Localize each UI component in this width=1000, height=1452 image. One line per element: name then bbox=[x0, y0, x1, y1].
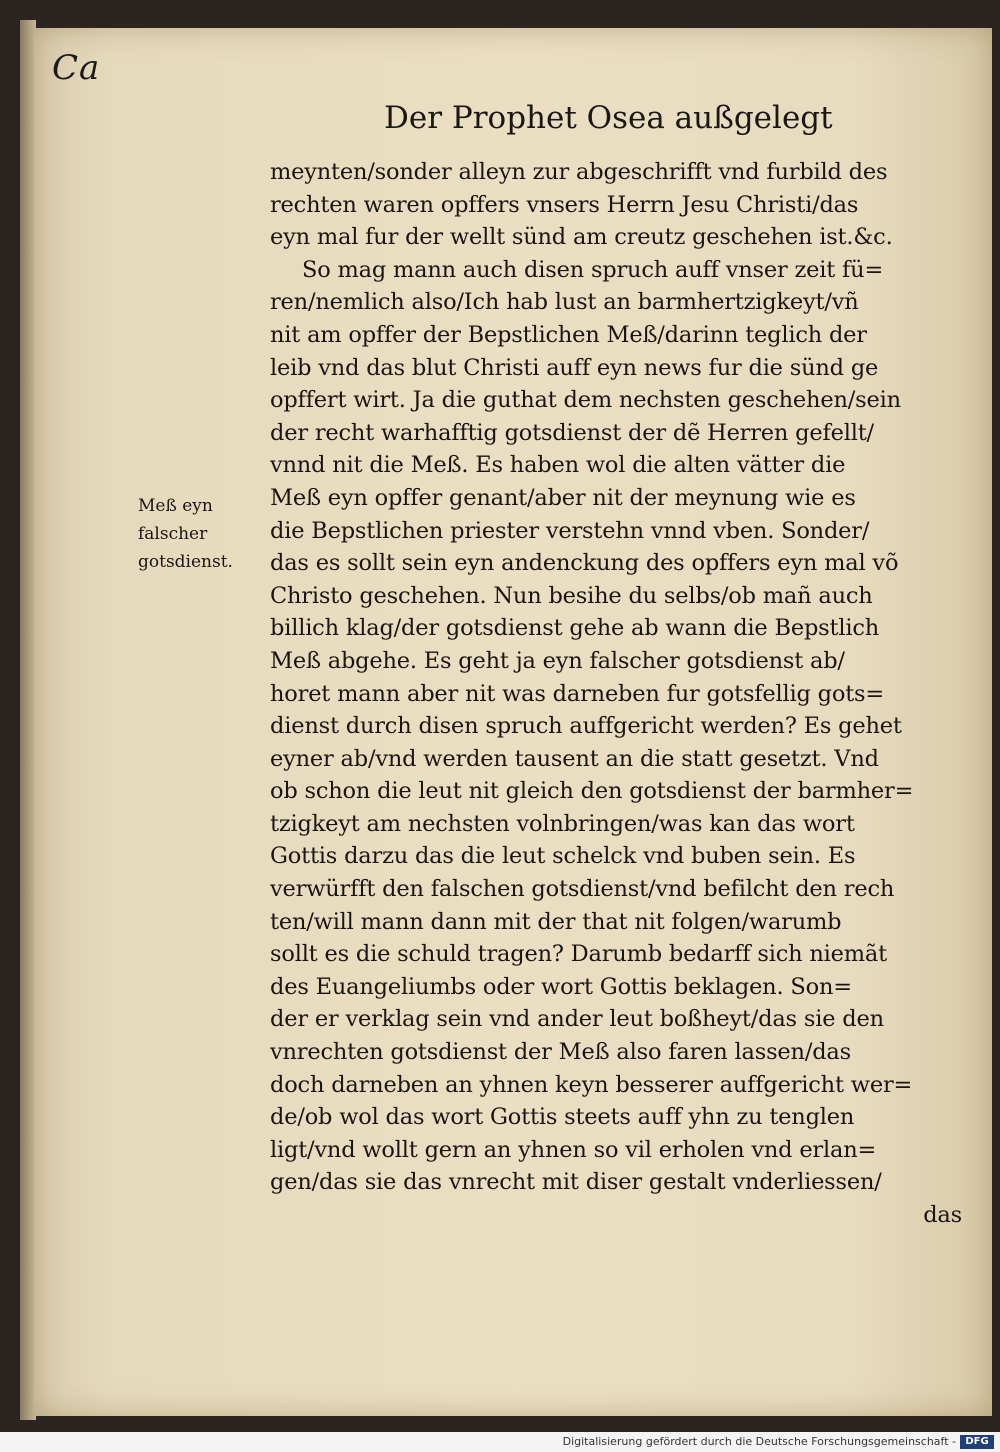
text-line: dienst durch disen spruch auffgericht werden? Es gehet bbox=[270, 713, 902, 740]
text-line: opffert wirt. Ja die guthat dem nechsten geschehen/sein bbox=[270, 387, 901, 414]
text-line: die Bepstlichen priester verstehn vnnd vben. Sonder/ bbox=[270, 517, 870, 544]
marginal-line: gotsdienst. bbox=[138, 552, 233, 572]
text-line: de/ob wol das wort Gottis steets auff yhn zu tenglen bbox=[270, 1104, 855, 1131]
text-line: ten/will mann dann mit der that nit folgen/warumb bbox=[270, 908, 842, 935]
dfg-logo: DFG bbox=[960, 1435, 994, 1449]
text-line: leib vnd das blut Christi auff eyn news fur die sünd ge bbox=[270, 354, 879, 381]
text-line: das es sollt sein eyn andenckung des opffers eyn mal võ bbox=[270, 550, 899, 577]
text-line: Meß eyn opffer genant/aber nit der meynung wie es bbox=[270, 484, 856, 511]
marginal-note bbox=[138, 492, 264, 576]
text-line: horet mann aber nit was darneben fur gotsfellig gots= bbox=[270, 680, 885, 707]
text-line: des Euangeliumbs oder wort Gottis beklagen. Son= bbox=[270, 973, 852, 1000]
text-line: eyn mal fur der wellt sünd am creutz geschehen ist.&c. bbox=[270, 224, 893, 251]
text-line: gen/das sie das vnrecht mit diser gestalt vnderliessen/ bbox=[270, 1169, 882, 1196]
credit-text: Digitalisierung gefördert durch die Deutsche Forschungsgemeinschaft - bbox=[562, 1435, 956, 1448]
text-line: doch darneben an yhnen keyn besserer auffgericht wer= bbox=[270, 1071, 913, 1098]
folio-signature: Ca bbox=[52, 48, 101, 88]
text-line: vnnd nit die Meß. Es haben wol die alten vätter die bbox=[270, 452, 846, 479]
footer-credit-bar bbox=[0, 1432, 1000, 1452]
marginal-line: Meß eyn bbox=[138, 496, 213, 516]
text-line: verwürfft den falschen gotsdienst/vnd befilcht den rech bbox=[270, 876, 895, 903]
text-line: der er verklag sein vnd ander leut boßheyt/das sie den bbox=[270, 1006, 884, 1033]
text-line: vnrechten gotsdienst der Meß also faren lassen/das bbox=[270, 1039, 851, 1066]
text-line: Christo geschehen. Nun besihe du selbs/ob mañ auch bbox=[270, 582, 873, 609]
text-line: Gottis darzu das die leut schelck vnd buben sein. Es bbox=[270, 843, 856, 870]
text-line: ligt/vnd wollt gern an yhnen so vil erholen vnd erlan= bbox=[270, 1136, 877, 1163]
text-line: rechten waren opffers vnsers Herrn Jesu Christi/das bbox=[270, 191, 859, 218]
catchword: das bbox=[923, 1202, 962, 1228]
text-line: sollt es die schuld tragen? Darumb bedarff sich niemãt bbox=[270, 941, 887, 968]
text-line: tzigkeyt am nechsten volnbringen/was kan das wort bbox=[270, 810, 855, 837]
body-text bbox=[270, 156, 970, 1232]
text-line: nit am opffer der Bepstlichen Meß/darinn teglich der bbox=[270, 321, 867, 348]
text-line: meynten/sonder alleyn zur abgeschrifft vnd furbild des bbox=[270, 159, 888, 185]
text-line: Meß abgehe. Es geht ja eyn falscher gotsdienst ab/ bbox=[270, 647, 845, 674]
text-line: So mag mann auch disen spruch auff vnser zeit fü= bbox=[302, 256, 884, 283]
text-line: ren/nemlich also/Ich hab lust an barmhertzigkeyt/vñ bbox=[270, 289, 859, 316]
running-head: Der Prophet Osea außgelegt bbox=[384, 100, 833, 136]
text-line: ob schon die leut nit gleich den gotsdienst der barmher= bbox=[270, 778, 914, 805]
text-line: billich klag/der gotsdienst gehe ab wann die Bepstlich bbox=[270, 615, 880, 642]
marginal-line: falscher bbox=[138, 524, 208, 544]
text-line: der recht warhafftig gotsdienst der dẽ Herren gefellt/ bbox=[270, 419, 874, 446]
text-line: eyner ab/vnd werden tausent an die statt gesetzt. Vnd bbox=[270, 745, 879, 772]
